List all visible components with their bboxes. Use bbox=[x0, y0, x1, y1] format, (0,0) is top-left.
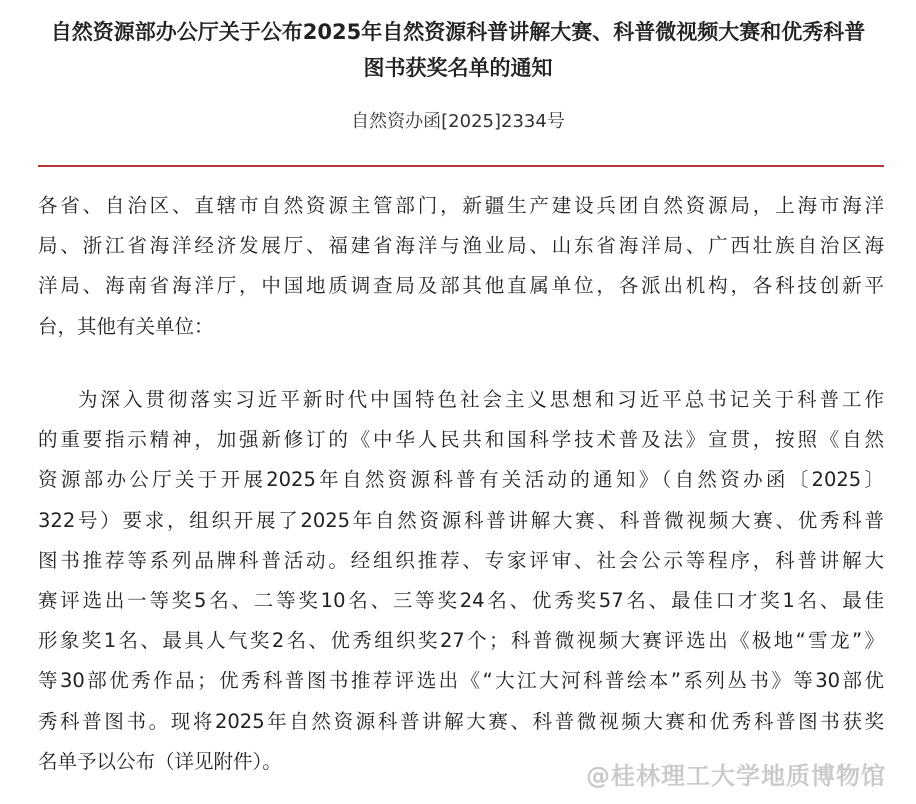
addressee-paragraph bbox=[38, 186, 884, 347]
text-line: 形象奖1名、最具人气奖2名、优秀组织奖27个；科普微视频大赛评选出《极地“雪龙”》 bbox=[38, 629, 884, 653]
text-line: 图书推荐等系列品牌科普活动。经组织推荐、专家评审、社会公示等程序，科普讲解大 bbox=[38, 548, 884, 572]
watermark: @桂林理工大学地质博物馆 bbox=[586, 762, 886, 790]
text-line: 秀科普图书。现将2025年自然资源科普讲解大赛、科普微视频大赛和优秀科普图书获奖 bbox=[38, 709, 884, 733]
text-line: 洋局、海南省海洋厅，中国地质调查局及部其他直属单位，各派出机构，各科技创新平 bbox=[38, 274, 884, 298]
text-line: 的重要指示精神，加强新修订的《中华人民共和国科学技术普及法》宣贯，按照《自然 bbox=[38, 428, 884, 452]
text-line: 台，其他有关单位： bbox=[38, 314, 214, 338]
text-line: 322号）要求，组织开展了2025年自然资源科普讲解大赛、科普微视频大赛、优秀科普 bbox=[38, 508, 884, 532]
text-line: 名单予以公布（详见附件）。 bbox=[38, 749, 282, 773]
notice-title bbox=[30, 14, 886, 86]
text-line: 局、浙江省海洋经济发展厅、福建省海洋与渔业局、山东省海洋局、广西壮族自治区海 bbox=[38, 234, 884, 258]
title-line: 图书获奖名单的通知 bbox=[363, 56, 553, 80]
text-line: 赛评选出一等奖5名、二等奖10名、三等奖24名、优秀奖57名、最佳口才奖1名、最佳 bbox=[38, 588, 884, 612]
text-line: 等30部优秀作品；优秀科普图书推荐评选出《“大江大河科普绘本”系列丛书》等30部优 bbox=[38, 669, 884, 693]
title-line: 自然资源部办公厅关于公布2025年自然资源科普讲解大赛、科普微视频大赛和优秀科普 bbox=[50, 20, 866, 44]
red-divider bbox=[38, 165, 884, 167]
text-line: 各省、自治区、直辖市自然资源主管部门，新疆生产建设兵团自然资源局，上海市海洋 bbox=[38, 194, 884, 217]
text-line: 资源部办公厅关于开展2025年自然资源科普有关活动的通知》（自然资办函〔2025〕 bbox=[38, 468, 884, 492]
document-number: 自然资办函[2025]2334号 bbox=[351, 111, 565, 132]
body-paragraph bbox=[38, 380, 884, 782]
text-line: 为深入贯彻落实习近平新时代中国特色社会主义思想和习近平总书记关于科普工作 bbox=[78, 388, 884, 411]
